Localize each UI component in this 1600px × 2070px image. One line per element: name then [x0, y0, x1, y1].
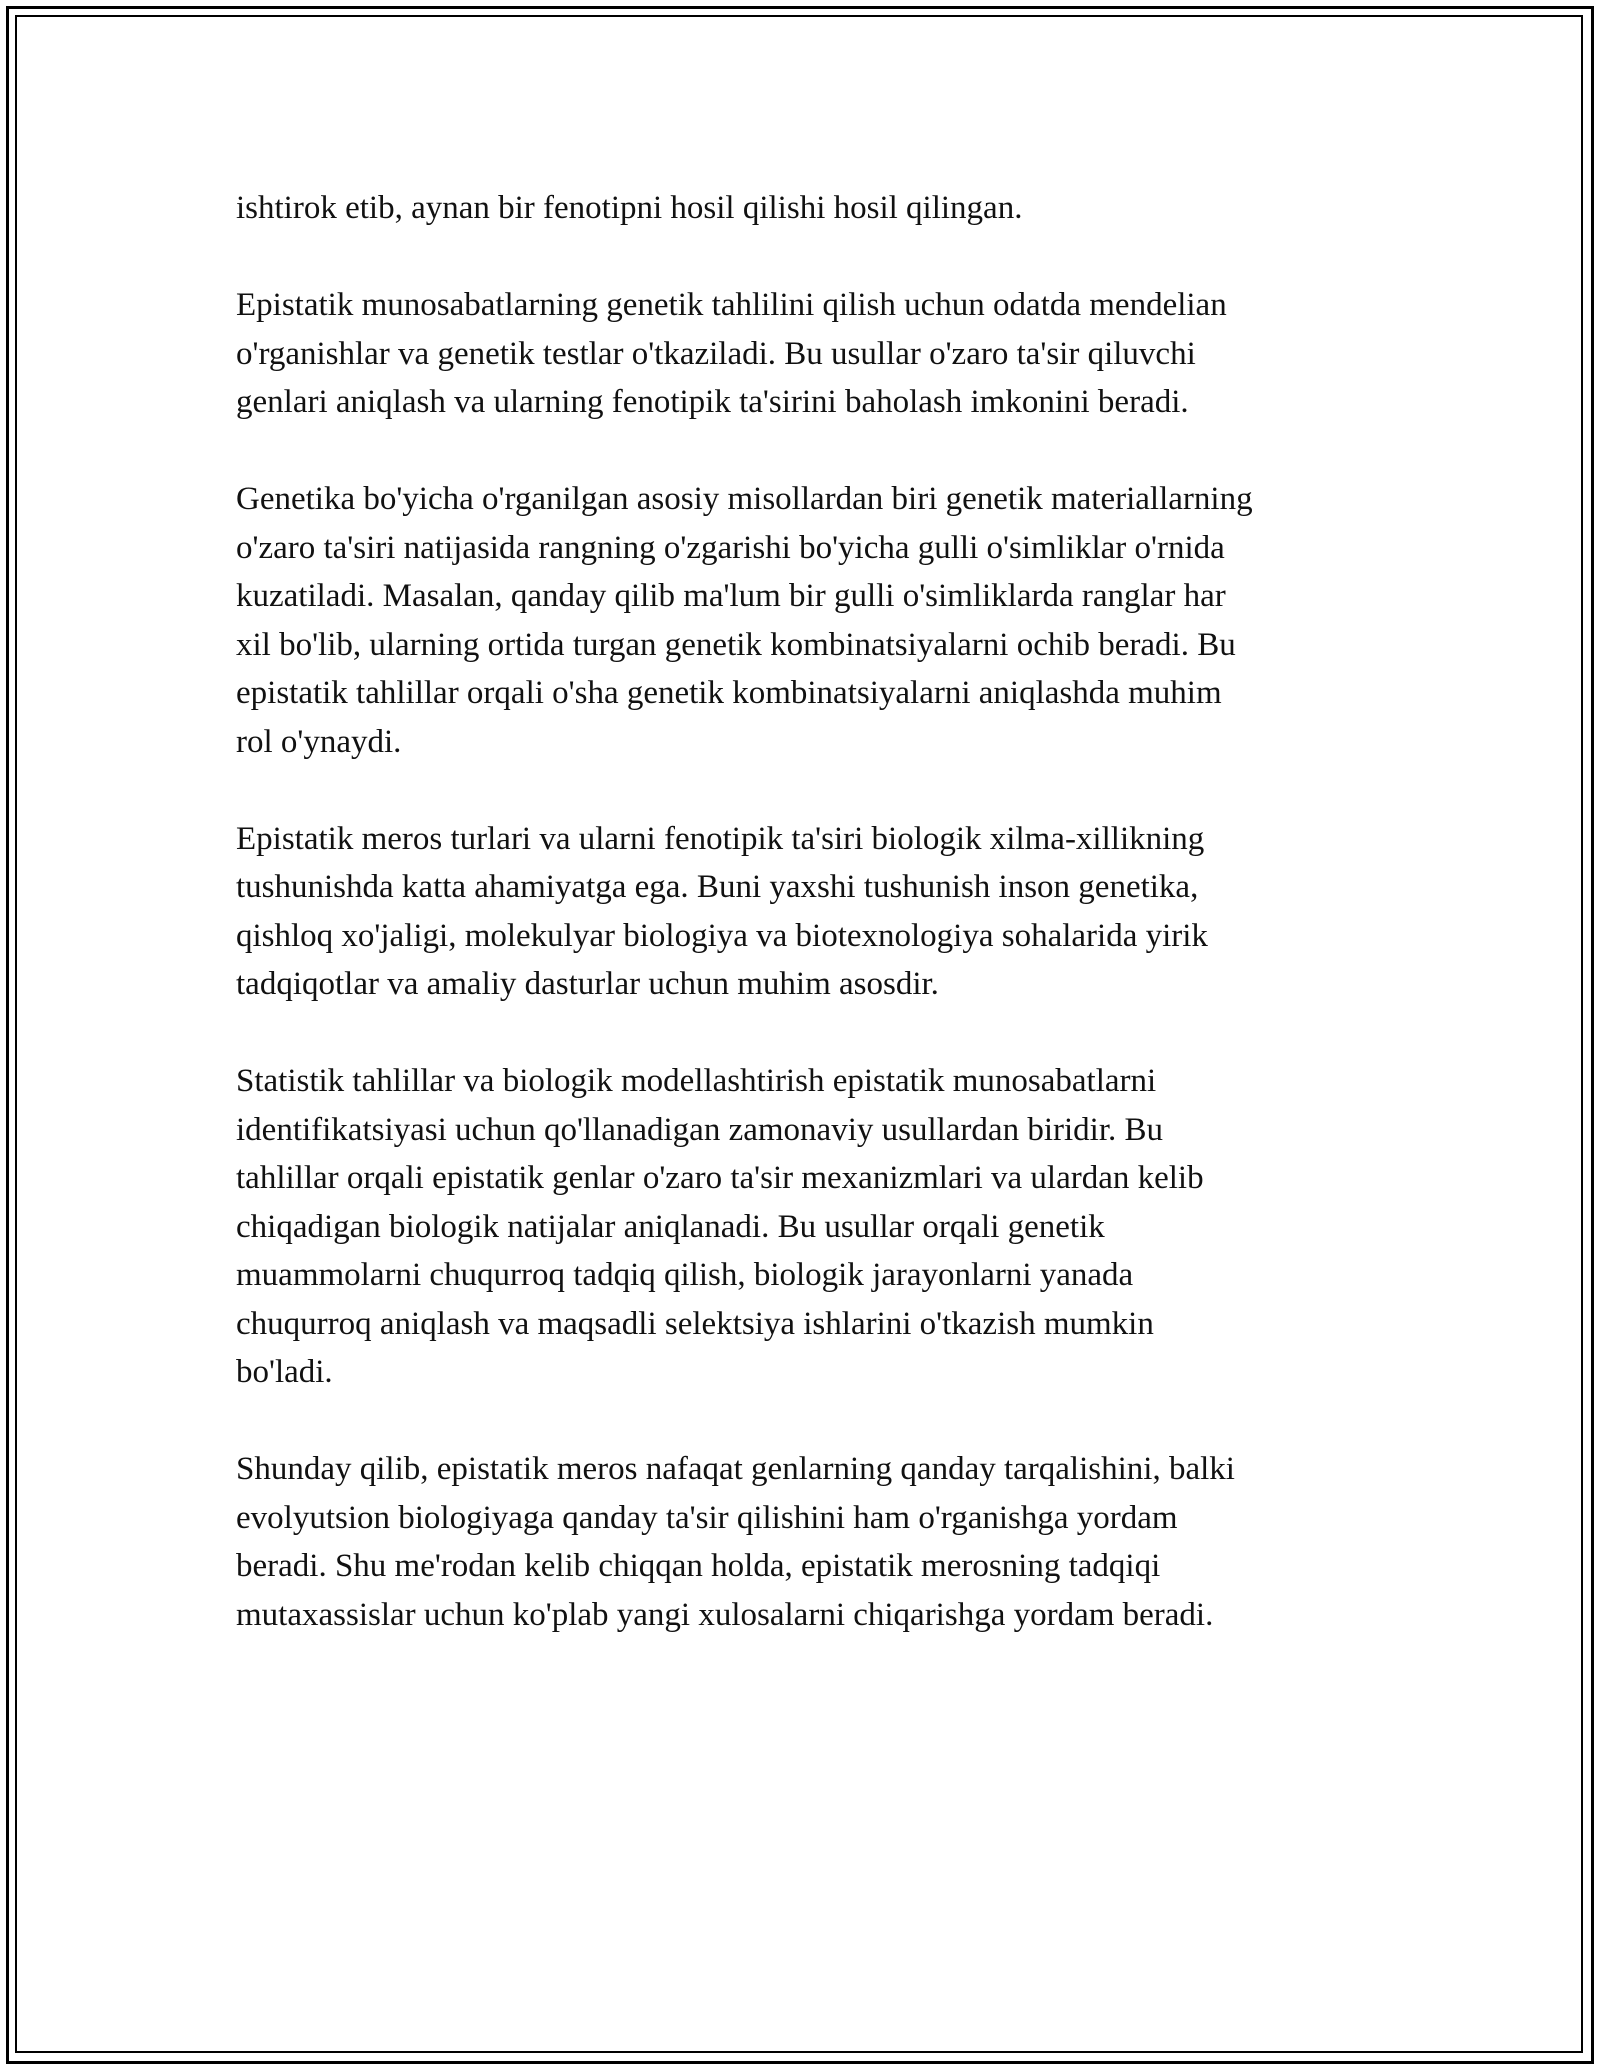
paragraph-6: Shunday qilib, epistatik meros nafaqat genlarning qanday tarqalishini, balki evolyutsion biologiyaga qanday ta'sir qilishini ham o'rganishga yordam beradi. Shu me'rodan kelib chiqqan holda, epistatik merosning tadqiqi mutaxassislar uchun ko'plab yangi xulosalarni chiqarishga yordam beradi. — [236, 1451, 1235, 1633]
paragraph-5: Statistik tahlillar va biologik modellashtirish epistatik munosabatlarni identifikatsiyasi uchun qo'llanadigan zamonaviy usullardan biridir. Bu tahlillar orqali epistatik genlar o'zaro ta'sir mexanizmlari va ulardan kelib chiqadigan biologik natijalar aniqlanadi. Bu usullar orqali genetik muammolarni chuqurroq tadqiq qilish, biologik jarayonlarni yanada chuqurroq aniqlash va maqsadli selektsiya ishlarini o'tkazish mumkin bo'ladi. — [236, 1063, 1204, 1390]
paragraph-4: Epistatik meros turlari va ularni fenotipik ta'siri biologik xilma-xillikning tushunishda katta ahamiyatga ega. Buni yaxshi tushunish inson genetika, qishloq xo'jaligi, molekulyar biologiya va biotexnologiya sohalarida yirik tadqiqotlar va amaliy dasturlar uchun muhim asosdir. — [236, 820, 1208, 1002]
document-body — [236, 184, 1400, 1688]
paragraph-2: Epistatik munosabatlarning genetik tahlilini qilish uchun odatda mendelian o'rganishlar va genetik testlar o'tkaziladi. Bu usullar o'zaro ta'sir qiluvchi genlari aniqlash va ularning fenotipik ta'sirini baholash imkonini beradi. — [236, 287, 1227, 420]
paragraph-1: ishtirok etib, aynan bir fenotipni hosil qilishi hosil qilingan. — [236, 190, 1023, 226]
paragraph-3: Genetika bo'yicha o'rganilgan asosiy misollardan biri genetik materiallarning o'zaro ta'siri natijasida rangning o'zgarishi bo'yicha gulli o'simliklar o'rnida kuzatiladi. Masalan, qanday qilib ma'lum bir gulli o'simliklarda ranglar har xil bo'lib, ularning ortida turgan genetik kombinatsiyalarni ochib beradi. Bu epistatik tahlillar orqali o'sha genetik kombinatsiyalarni aniqlashda muhim rol o'ynaydi. — [236, 481, 1253, 760]
